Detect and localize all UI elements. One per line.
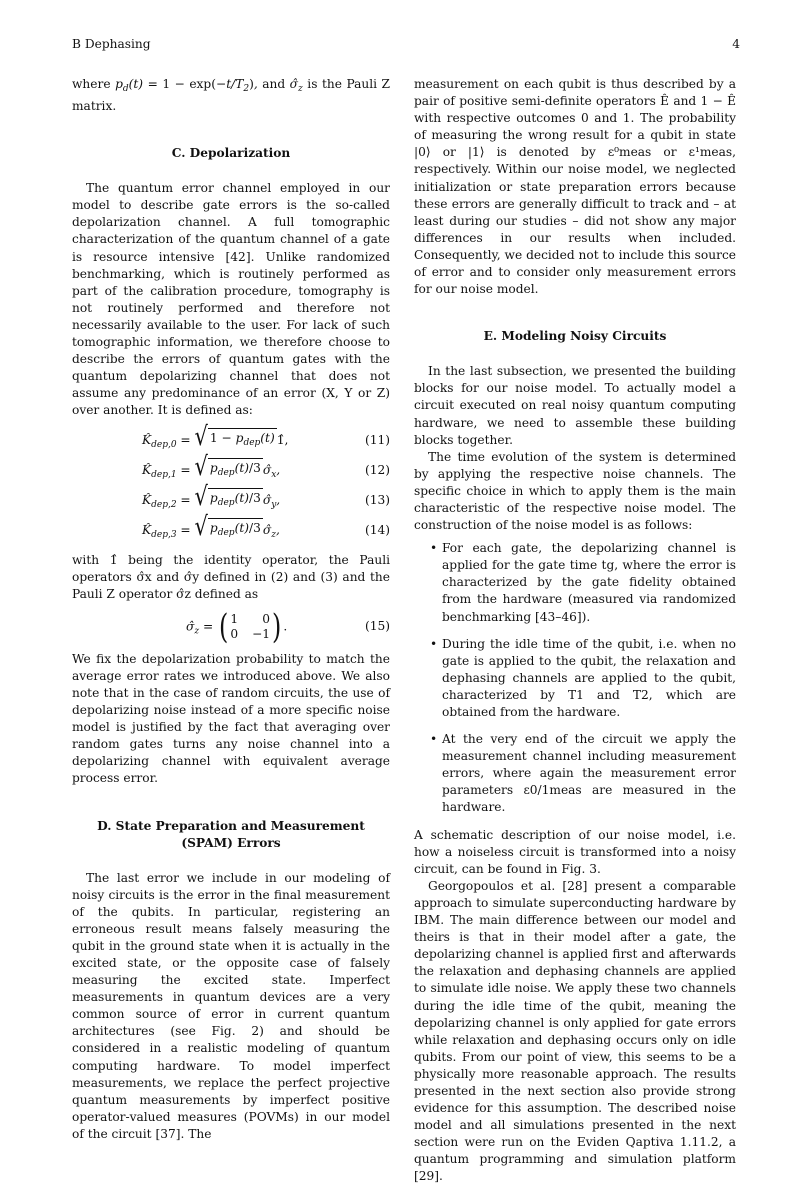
list-item-measurement: • At the very end of the circuit we apply the measurement channel including measurement errors, where again the measurement error parameters ε0/1meas are measured in the hardware. [414,731,736,816]
page-number: 4 [732,37,740,51]
equation-15: $\sigmâ_z$ = ( 1 0 0 −1 ) . (15) [186,606,390,647]
depolarization-paragraph-1: The quantum error channel employed in our model to describe gate errors is the so-called depolarization channel. A full tomographic characterization of the quantum channel of a gate is resource intensive [42]. Unlike randomized benchmarking, which is routinely performed as part of the calibration procedure, tomography is not routinely performed and therefore not necessarily available to the user. For lack of such tomographic information, we therefore choose to describe the errors of quantum gates with the quantum depolarizing channel that does not assume any predominance of an error (X, Y or Z) over another. It is defined as: [72,181,390,418]
list-item-idle: • During the idle time of the qubit, i.e. when no gate is applied to the qubit, the relaxation and dephasing channels are applied to the qubit, characterized by T1 and T2, which are obtained from the hardware. [414,636,736,721]
intro-paragraph: where $p_d(t) = 1 - \exp(-t/T_2)$, and $\sigmâ_z$ is the Pauli Z matrix. [72,77,391,114]
depolarization-paragraph-2: with 1̂ being the identity operator, the Pauli operators σ̂x and σ̂y defined in (2) and (3) and the Pauli Z operator σ̂z defined as [72,552,390,601]
modeling-paragraph-3: A schematic description of our noise model, i.e. how a noiseless circuit is transformed into a noisy circuit, can be found in Fig. 3. [414,827,736,876]
modeling-paragraph-4: Georgopoulos et al. [28] present a comparable approach to simulate superconducting hardware by IBM. The main difference between our model and theirs is that in their model after a gate, the depolarizing channel is applied first and afterwards the relaxation and dephasing channels are applied to simulate idle noise. We apply these two channels during the idle time of the qubit, meaning the depolarizing channel is only applied for gate errors while relaxation and dephasing occurs only on idle qubits. From our point of view, this seems to be a physically more reasonable approach. The results presented in the next section also provide strong evidence for this assumption. The described noise model and all simulations presented in the next section were run on the Eviden Qaptiva 1.11.2, a quantum programming and simulation platform [29]. [414,878,736,1184]
spam-paragraph-2: measurement on each qubit is thus described by a pair of positive semi-definite operators Ê and 1 − Ê with respective outcomes 0 and 1. The probability of measuring the wrong result for a qubit in state |0⟩ or |1⟩ is denoted by ε⁰meas or ε¹meas, respectively. Within our noise model, we neglected initialization or state preparation errors because these errors are generally difficult to track and – at least during our studies – did not show any major differences in our results when included. Consequently, we decided not to include this source of error and to consider only measurement errors for our noise model. [414,77,736,297]
equation-13: $K̂_{dep,2}$ = √ $p_{dep}(t)/3$ $\sigmâ_y$, (13) [142,481,390,512]
left-column [72,76,390,1143]
depolarization-paragraph-3: We fix the depolarization probability to match the average error rates we introduced above. We also note that in the case of random circuits, the use of depolarizing noise instead of a more specific noise model is justified by the fact that averaging over random gates turns any noise channel into a depolarizing channel with equivalent average process error. [72,651,390,786]
running-header: B Dephasing [72,37,151,51]
modeling-paragraph-2: The time evolution of the system is determined by applying the respective noise channels. The specific choice in which to apply them is the main characteristic of the respective noise model. The construction of the noise model is as follows: [414,449,736,533]
equation-11: $K̂_{dep,0}$ = √ $1 - p_{dep}(t)$ 1̂, (11) [142,421,390,452]
section-c-heading: C. Depolarization [171,146,291,161]
right-column [414,76,736,1186]
spam-paragraph-1: The last error we include in our modeling of noisy circuits is the error in the final measurement of the qubits. In particular, registering an erroneous result means falsely measuring the qubit in the ground state when it is actually in the excited state, or the opposite case of falsely measuring the excited state. Imperfect measurements in quantum devices are a very common source of error in current quantum architectures (see Fig. 2) and should be considered in a realistic modeling of quantum computing hardware. To model imperfect measurements, we replace the perfect projective quantum measurements by imperfect positive operator-valued measures (POVMs) in our model of the circuit [37]. The [72,870,390,1141]
modeling-paragraph-1: In the last subsection, we presented the building blocks for our noise model. To actually model a circuit executed on real noisy quantum computing hardware, we need to assemble these building blocks together. [414,364,736,447]
section-d-heading: D. State Preparation and Measurement (SPAM) Errors [97,818,365,850]
noise-model-list [414,540,736,816]
equation-12: $K̂_{dep,1}$ = √ $p_{dep}(t)/3$ $\sigmâ_x$, (12) [142,451,390,482]
list-item-gate: • For each gate, the depolarizing channel is applied for the gate time tg, where the error is characterized by the gate fidelity obtained from the hardware (measured via randomized benchmarking [43–46]). [414,540,736,625]
section-e-heading: E. Modeling Noisy Circuits [483,329,667,344]
equation-14: $K̂_{dep,3}$ = √ $p_{dep}(t)/3$ $\sigmâ_z$, (14) [142,511,390,542]
